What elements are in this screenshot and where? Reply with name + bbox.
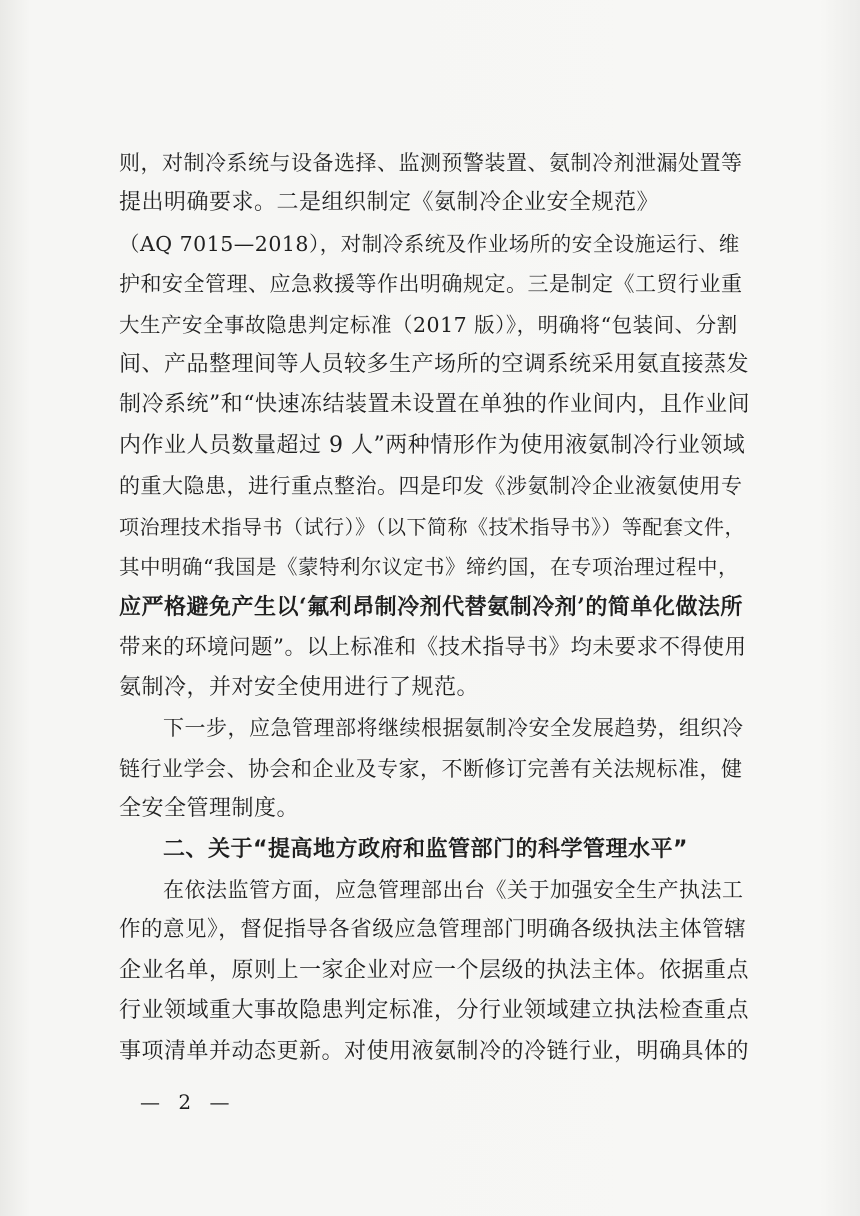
text-line: 其中明确“我国是《蒙特利尔议定书》缔约国，在专项治理过程中， [119,554,739,579]
text-line: 间、产品整理间等人员较多生产场所的空调系统采用氨直接蒸发 [119,351,750,377]
text-line: 制冷系统”和“快速冻结装置未设置在单独的作业间内，且作业间 [119,392,750,418]
text-line: 企业名单，原则上一家企业对应一个层级的执法主体。依据重点 [119,957,750,983]
text-line-emphasis: 应严格避免产生以‘氟利昂制冷剂代替氨制冷剂’的简单化做法所 [119,594,743,621]
text-line: 事项清单并动态更新。对使用液氨制冷的冷链行业，明确具体的 [119,1038,750,1064]
text-line: 大生产安全事故隐患判定标准（2017 版）》，明确将“包装间、分割 [119,312,738,337]
text-line: 链行业学会、协会和企业及专家，不断修订完善有关法规标准，健 [119,756,743,781]
text-line: 带来的环境问题”。以上标准和《技术指导书》均未要求不得使用 [119,634,747,660]
text-line: 在依法监管方面，应急管理部出台《关于加强安全生产执法工 [163,878,744,903]
section-heading: 二、关于“提高地方政府和监管部门的科学管理水平” [163,836,688,862]
page-number: — 2 — [140,1090,236,1114]
text-line: 则，对制冷系统与设备选择、监测预警装置、氨制冷剂泄漏处置等 [119,151,743,175]
text-line: 提出明确要求。二是组织制定《氨制冷企业安全规范》 [119,190,660,216]
text-line: 护和安全管理、应急救援等作出明确规定。三是制定《工贸行业重 [119,272,743,297]
text-line: 氨制冷，并对安全使用进行了规范。 [119,675,480,701]
body-text [119,143,751,1072]
text-line: 作的意见》，督促指导各省级应急管理部门明确各级执法主体管辖 [119,917,747,943]
text-line: 下一步，应急管理部将继续根据氨制冷安全发展趋势，组织冷 [163,716,744,741]
text-line: 内作业人员数量超过 9 人”两种情形作为使用液氨制冷行业领域 [119,432,746,458]
text-line: 项治理技术指导书（试行）》（以下简称《技术指导书》）等配套文件， [119,514,745,539]
text-line: 全安全管理制度。 [119,796,300,822]
text-line: 的重大隐患，进行重点整治。四是印发《涉氨制冷企业液氨使用专 [119,474,743,499]
text-line: 行业领域重大事故隐患判定标准，分行业领域建立执法检查重点 [119,998,750,1024]
text-line: （AQ 7015—2018），对制冷系统及作业场所的安全设施运行、维 [119,231,740,256]
